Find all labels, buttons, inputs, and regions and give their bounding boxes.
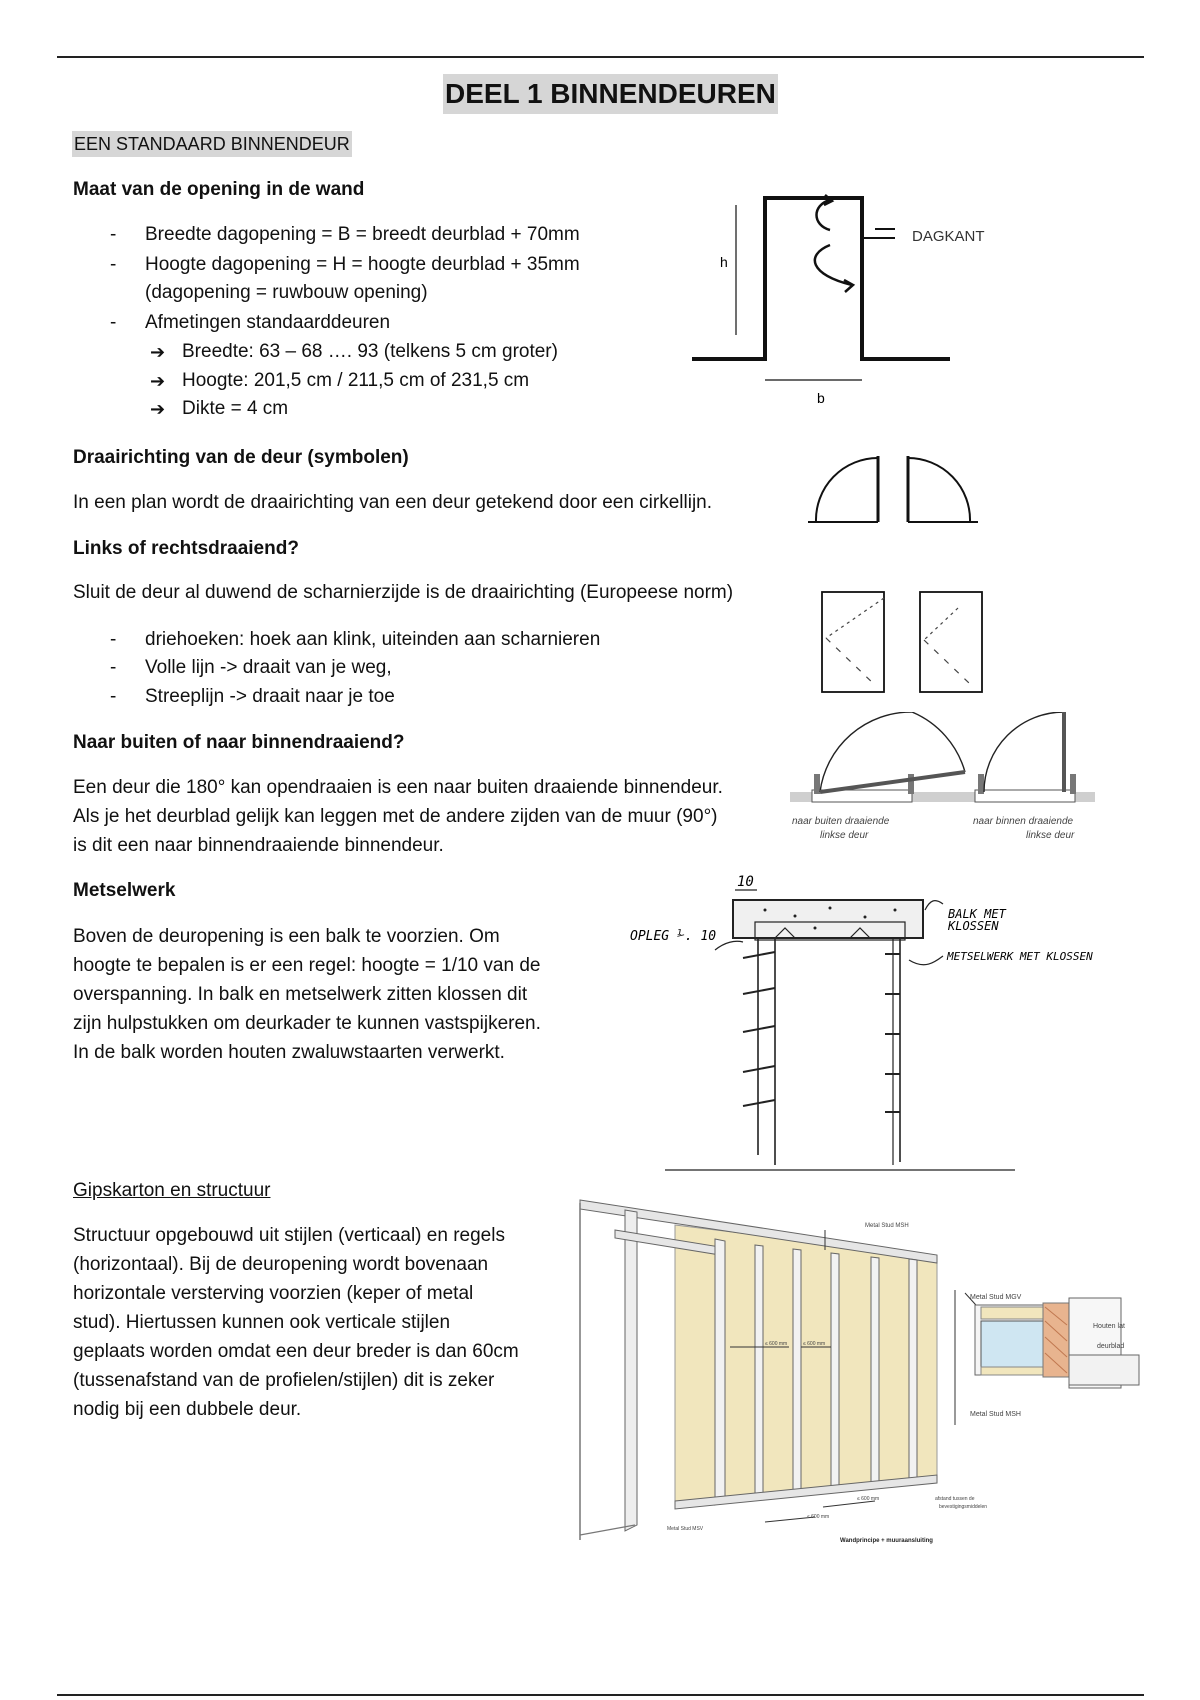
label-afstand-1: afstand tussen de — [935, 1496, 975, 1502]
bottom-rule — [57, 1694, 1144, 1696]
arrow-right-icon: ➔ — [150, 342, 166, 362]
bullet-dash: - — [110, 629, 117, 650]
label-houten-lat: Houten lat — [1093, 1323, 1125, 1330]
top-rule — [57, 56, 1144, 58]
arrow-right-icon: ➔ — [150, 371, 166, 391]
section-heading-gipskarton: Gipskarton en structuur — [73, 1180, 271, 1201]
stud-wall-figure — [575, 1195, 1145, 1555]
label-b: b — [817, 390, 825, 406]
list-item: Breedte dagopening = B = breedt deurblad + 70mm — [145, 224, 580, 245]
section-heading-metselwerk: Metselwerk — [73, 880, 176, 901]
paragraph-line: hoogte te bepalen is er een regel: hoogte = 1/10 van de — [73, 955, 541, 976]
label-h: h — [720, 254, 728, 270]
label-10: 10 — [737, 874, 754, 890]
sub-list-item: Dikte = 4 cm — [182, 398, 289, 419]
label-metselwerk: METSELWERK MET KLOSSEN — [947, 950, 1093, 963]
caption-right-2: linkse deur — [1026, 830, 1075, 841]
figure-caption: Wandprincipe + muuraansluiting — [840, 1538, 933, 1544]
door-swing-symbols — [808, 452, 988, 528]
arrow-right-icon: ➔ — [150, 399, 166, 419]
label-balk-1: BALK MET — [948, 907, 1006, 921]
paragraph-line: overspanning. In balk en metselwerk zitten klossen dit — [73, 984, 528, 1005]
section-heading-links-rechts: Links of rechtsdraaiend? — [73, 538, 299, 559]
label-deurblad: deurblad — [1097, 1343, 1125, 1350]
paragraph-line: horizontale versterving voorzien (keper of metal — [73, 1283, 474, 1304]
label-metal-stud-top: Metal Stud MSH — [865, 1223, 909, 1229]
caption-left-2: linkse deur — [820, 830, 869, 841]
page-subtitle: EEN STANDAARD BINNENDEUR — [72, 131, 352, 157]
label-balk-2: KLOSSEN — [948, 919, 999, 933]
paragraph-line: zijn hulpstukken om deurkader te kunnen vastspijkeren. — [73, 1013, 541, 1034]
bullet-dash: - — [110, 224, 117, 245]
list-item: Streeplijn -> draait naar je toe — [145, 686, 395, 707]
paragraph-line: (horizontaal). Bij de deuropening wordt bovenaan — [73, 1254, 489, 1275]
paragraph-line: stud). Hiertussen kunnen ook verticale stijlen — [73, 1312, 451, 1333]
label-dimension: ≤ 600 mm — [803, 1341, 826, 1347]
paragraph-line: Structuur opgebouwd uit stijlen (verticaal) en regels — [73, 1225, 505, 1246]
label-metal-stud-msv: Metal Stud MSV — [667, 1526, 704, 1532]
section-heading-draairichting: Draairichting van de deur (symbolen) — [73, 447, 409, 468]
label-dimension: ≤ 600 mm — [857, 1496, 880, 1502]
label-dimension: ≤ 600 mm — [807, 1514, 830, 1520]
paragraph-line: geplaats worden omdat een deur breder is dan 60cm — [73, 1341, 519, 1362]
paragraph-line: Als je het deurblad gelijk kan leggen met de andere zijden van de muur (90°) — [73, 806, 718, 827]
section-heading-buiten-binnen: Naar buiten of naar binnendraaiend? — [73, 732, 405, 753]
paragraph: Sluit de deur al duwend de scharnierzijde is de draairichting (Europeese norm) — [73, 582, 734, 603]
hinge-symbols — [820, 590, 990, 695]
paragraph-line: Boven de deuropening is een balk te voorzien. Om — [73, 926, 500, 947]
label-metal-stud-msh: Metal Stud MSH — [970, 1411, 1021, 1418]
paragraph-line: nodig bij een dubbele deur. — [73, 1399, 302, 1420]
list-item: Afmetingen standaarddeuren — [145, 312, 391, 333]
caption-right-1: naar binnen draaiende — [973, 816, 1074, 827]
bullet-dash: - — [110, 254, 117, 275]
door-180-90-diagram — [790, 712, 1095, 847]
list-item: driehoeken: hoek aan klink, uiteinden aan scharnieren — [145, 629, 601, 650]
paragraph-line: Een deur die 180° kan opendraaien is een naar buiten draaiende binnendeur. — [73, 777, 723, 798]
bullet-dash: - — [110, 312, 117, 333]
label-dimension: ≤ 600 mm — [765, 1341, 788, 1347]
bullet-dash: - — [110, 657, 117, 678]
page-title: DEEL 1 BINNENDEUREN — [443, 74, 778, 114]
paragraph-line: In de balk worden houten zwaluwstaarten verwerkt. — [73, 1042, 505, 1063]
paragraph: In een plan wordt de draairichting van een deur getekend door een cirkellijn. — [73, 492, 713, 513]
opening-diagram — [680, 185, 1000, 410]
label-metal-stud-mgv: Metal Stud MGV — [970, 1294, 1022, 1301]
bullet-dash: - — [110, 686, 117, 707]
label-oplegt: OPLEG ⅟. 10 — [630, 929, 717, 944]
paragraph-line: (tussenafstand van de profielen/stijlen) dit is zeker — [73, 1370, 495, 1391]
metselwerk-sketch — [625, 870, 1150, 1175]
label-dagkant: DAGKANT — [912, 228, 985, 245]
label-afstand-2: bevestigingsmiddelen — [939, 1504, 988, 1510]
sub-list-item: Breedte: 63 – 68 …. 93 (telkens 5 cm groter) — [182, 341, 558, 362]
list-item: Hoogte dagopening = H = hoogte deurblad + 35mm — [145, 254, 580, 275]
sub-list-item: Hoogte: 201,5 cm / 211,5 cm of 231,5 cm — [182, 370, 530, 391]
list-item: (dagopening = ruwbouw opening) — [145, 282, 428, 303]
caption-left-1: naar buiten draaiende — [792, 816, 890, 827]
section-heading-opening: Maat van de opening in de wand — [73, 179, 365, 200]
list-item: Volle lijn -> draait van je weg, — [145, 657, 392, 678]
paragraph-line: is dit een naar binnendraaiende binnendeur. — [73, 835, 444, 856]
